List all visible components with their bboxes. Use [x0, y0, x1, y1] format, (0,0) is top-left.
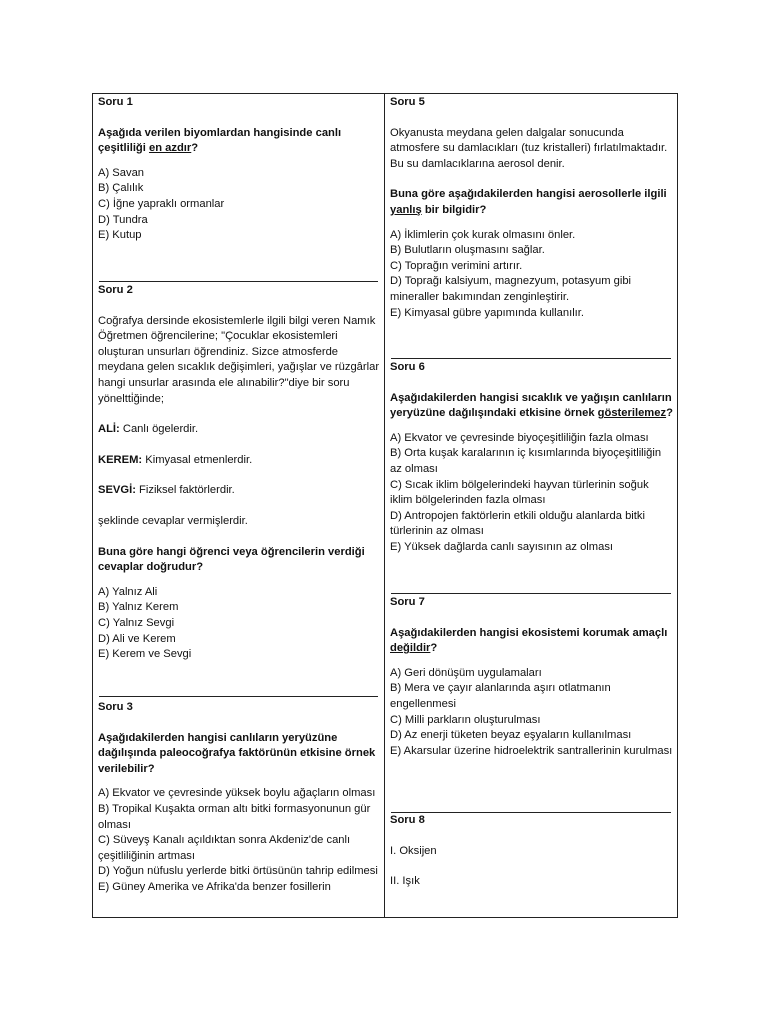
question-8-item: II. Işık	[390, 875, 420, 888]
option: D) Yoğun nüfuslu yerlerde bitki örtüsünün tahrip edilmesi	[98, 865, 378, 878]
question-1-heading: Soru 1	[98, 96, 133, 108]
question-2-heading: Soru 2	[98, 284, 133, 296]
option: B) Bulutların oluşmasını sağlar.	[390, 244, 545, 257]
question-6-stem: Aşağıdakilerden hangisi sıcaklık ve yağışın canlıların yeryüzüne dağılışındaki etkisine örnek gösterilemez?	[390, 391, 673, 420]
question-2-outro: şeklinde cevaplar vermişlerdir.	[98, 514, 248, 527]
option: E) Kutup	[98, 229, 142, 242]
left-column	[93, 94, 385, 917]
question-7-options	[390, 666, 673, 760]
option: C) Toprağın verimini artırır.	[390, 259, 523, 272]
option: D) Toprağı kalsiyum, magnezyum, potasyum gibi mineraller bakımından zenginleştirir.	[390, 275, 632, 303]
question-5-stem: Buna göre aşağıdakilerden hangisi aerosollerle ilgili yanlış bir bilgidir?	[390, 188, 667, 216]
option: A) Ekvator ve çevresinde biyoçeşitliliğin fazla olması	[390, 431, 649, 444]
question-sheet	[92, 93, 678, 918]
question-3	[98, 700, 380, 896]
option: B) Mera ve çayır alanlarında aşırı otlatmanın engellenmesi	[390, 682, 611, 710]
question-2-options	[98, 585, 380, 663]
option: C) Süveyş Kanalı açıldıktan sonra Akdeniz'de canlı çeşitliliğinin artması	[98, 834, 351, 862]
option: A) Geri dönüşüm uygulamaları	[390, 666, 542, 679]
question-3-heading: Soru 3	[98, 701, 133, 713]
divider	[99, 281, 378, 282]
option: B) Tropikal Kuşakta orman altı bitki formasyonunun gür olması	[98, 802, 371, 831]
question-1-options	[98, 166, 380, 244]
option: E) Güney Amerika ve Afrika'da benzer fosillerin	[98, 880, 331, 893]
question-3-options	[98, 786, 380, 895]
option: D) Az enerji tüketen beyaz eşyaların kullanılması	[390, 729, 632, 742]
question-6-options	[390, 431, 673, 556]
question-7-heading: Soru 7	[390, 596, 425, 608]
question-5	[390, 95, 673, 321]
question-1	[98, 95, 380, 244]
divider	[99, 696, 378, 697]
option: E) Kerem ve Sevgi	[98, 648, 192, 661]
question-7	[390, 595, 673, 759]
option: E) Yüksek dağlarda canlı sayısının az olması	[390, 540, 614, 553]
option: A) Ekvator ve çevresinde yüksek boylu ağaçların olması	[98, 787, 376, 800]
right-column	[385, 94, 677, 917]
question-3-stem: Aşağıdakilerden hangisi canlıların yeryüzüne dağılışında paleocoğrafya faktörünün etkisine örnek verilebilir?	[98, 731, 376, 775]
question-1-stem: Aşağıda verilen biyomlardan hangisinde canlı çeşitliliği en azdır?	[98, 126, 342, 155]
question-2	[98, 283, 380, 663]
option: D) Antropojen faktörlerin etkili olduğu alanlarda bitki türlerinin az olması	[390, 509, 645, 538]
option: A) Savan	[98, 166, 145, 179]
student-ali: ALİ: Canlı ögelerdir.	[98, 423, 199, 436]
option: C) Yalnız Sevgi	[98, 616, 175, 629]
option: C) Milli parkların oluşturulması	[390, 713, 541, 726]
option: B) Orta kuşak karalarının iç kısımlarında biyoçeşitliliğin az olması	[390, 447, 662, 475]
student-kerem: KEREM: Kimyasal etmenlerdir.	[98, 453, 253, 466]
question-6-heading: Soru 6	[390, 361, 425, 373]
question-5-heading: Soru 5	[390, 96, 425, 108]
question-5-intro: Okyanusta meydana gelen dalgalar sonucunda atmosfere su damlacıkları (tuz kristalleri) fırlatılmaktadır. Bu su damlacıklarına aerosol denir.	[390, 126, 668, 170]
option: C) İğne yapraklı ormanlar	[98, 197, 225, 210]
question-7-stem: Aşağıdakilerden hangisi ekosistemi korumak amaçlı değildir?	[390, 626, 668, 655]
question-5-options	[390, 228, 673, 322]
option: C) Sıcak iklim bölgelerindeki hayvan türlerinin soğuk iklim bölgelerinden fazla olması	[390, 478, 649, 507]
option: A) Yalnız Ali	[98, 585, 158, 598]
option: E) Kimyasal gübre yapımında kullanılır.	[390, 306, 585, 319]
question-8-heading: Soru 8	[390, 814, 425, 826]
option: D) Ali ve Kerem	[98, 632, 176, 645]
option: A) İklimlerin çok kurak olmasını önler.	[390, 228, 576, 241]
student-sevgi: SEVGİ: Fiziksel faktörlerdir.	[98, 484, 235, 497]
question-2-stem: Buna göre hangi öğrenci veya öğrencilerin verdiği cevaplar doğrudur?	[98, 545, 365, 574]
question-2-intro: Coğrafya dersinde ekosistemlerle ilgili bilgi veren Namık Öğretmen öğrencilerine; "Çocuklar ekosistemleri oluşturan unsurları öğrendiniz. Sizce atmosferde meydana gelen sıcaklık değişimleri, yağışlar ve rüzgârlar hangi unsurlar arasında ele alınabilir?"diye bir soru yöneltti̇ğinde;	[98, 314, 380, 405]
question-8	[390, 813, 673, 890]
option: D) Tundra	[98, 213, 148, 226]
option: E) Akarsular üzerine hidroelektrik santrallerinin kurulması	[390, 744, 673, 757]
question-6	[390, 360, 673, 556]
option: B) Yalnız Kerem	[98, 601, 179, 614]
option: B) Çalılık	[98, 182, 144, 195]
question-8-item: I. Oksijen	[390, 844, 437, 857]
divider	[391, 593, 671, 594]
divider	[391, 358, 671, 359]
